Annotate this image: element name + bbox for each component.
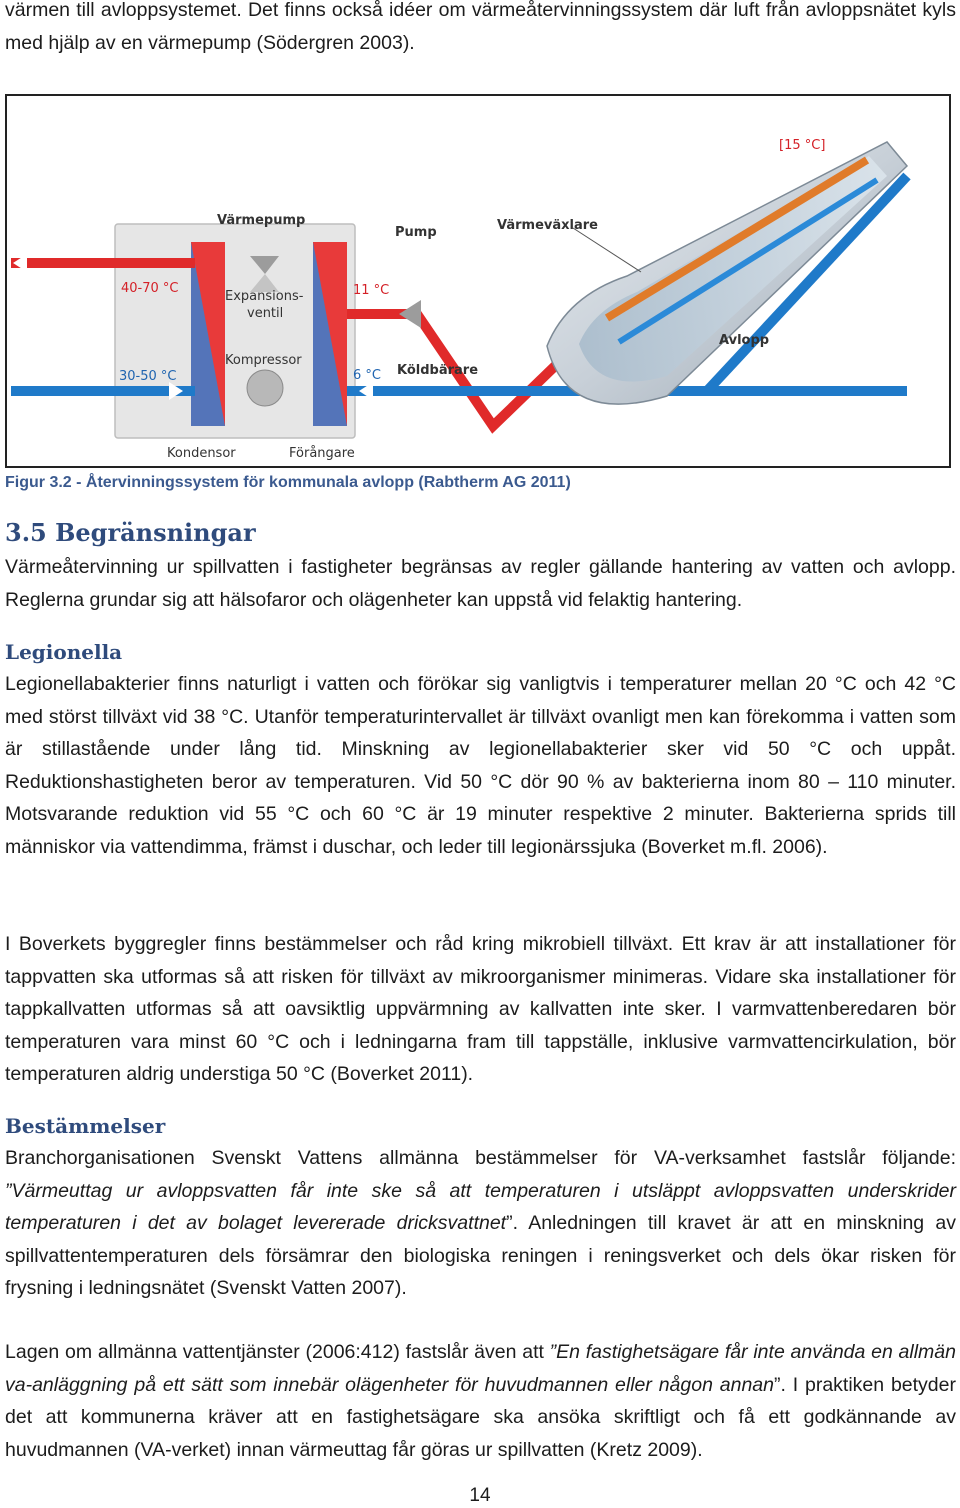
page-number: 14 — [469, 1485, 491, 1506]
pump-icon — [399, 300, 421, 328]
compressor-icon — [247, 370, 283, 406]
expansion-valve-label-2: ventil — [247, 306, 284, 321]
regulations-paragraph-2 — [5, 1336, 956, 1466]
regulations-p2-start: Lagen om allmänna vattentjänster (2006:412) fastslår även att — [5, 1341, 550, 1363]
section-heading: 3.5 Begränsningar — [5, 518, 256, 547]
heat-recovery-diagram — [7, 96, 949, 466]
temp-15-label: [15 °C] — [779, 138, 826, 153]
regulations-p1-quote: ”Värmeuttag ur avloppsvatten får inte ske så att temperaturen i utsläppt avloppsvatten underskrider temperaturen i det av bolaget levererade dricksvattnet — [5, 1179, 956, 1234]
temp-hot-label: 40-70 °C — [121, 281, 179, 296]
temp-6-label: 6 °C — [353, 368, 381, 383]
pump-label: Pump — [395, 225, 437, 240]
expansion-valve-label-1: Expansions- — [225, 289, 304, 304]
sewer-label: Avlopp — [719, 333, 770, 348]
compressor-label: Kompressor — [225, 353, 302, 368]
legionella-heading: Legionella — [5, 640, 123, 664]
section-intro-paragraph: Värmeåtervinning ur spillvatten i fastigheter begränsas av regler gällande hantering av vatten och avlopp. Reglerna grundar sig att hälsofaror och olägenheter kan uppstå vid felaktig hantering. — [5, 556, 956, 611]
regulations-p2-quote: ”En fastighetsägare får inte använda en allmän va-anläggning på ett sätt som innebär olägenheter för huvudmannen eller någon annan — [5, 1341, 956, 1396]
arrow-left-icon — [359, 382, 373, 400]
coolant-label: Köldbärare — [397, 363, 479, 378]
temp-warm-label: 30-50 °C — [119, 369, 177, 384]
figure-caption: Figur 3.2 - Återvinningssystem för kommunala avlopp (Rabtherm AG 2011) — [5, 474, 571, 491]
regulations-heading: Bestämmelser — [5, 1114, 166, 1138]
regulations-p2-end: ”. I praktiken betyder det att kommunerna kräver att en fastighetsägare ska ansöka skriftligt och få ett godkännande av huvudmannen (VA-verket) innan värmeuttag får göras ur spillvatten (Kretz 2009). — [5, 1373, 956, 1461]
regulations-p1-end: ”. Anledningen till kravet är att en minskning av spillvattentemperaturen dels försämrar den biologiska reningen i reningsverket och dels ökar risken för frysning i ledningsnätet (Svenskt Vatten 2007). — [5, 1212, 956, 1299]
heat-exchanger-pointer — [573, 228, 641, 272]
heat-recovery-figure — [5, 94, 951, 468]
building-rules-paragraph: I Boverkets byggregler finns bestämmelser och råd kring mikrobiell tillväxt. Ett krav är att installationer för tappvatten ska utformas så att risken för tillväxt av mikroorganismer minimeras. Vidare ska installationer för tappkallvatten utformas så att oavsiktlig uppvärmning av kallvatten inte sker. I varmvattenberedaren bör temperaturen vara minst 60 °C och i ledningarna fram till tappställe, inklusive varmvattencirkulation, bör temperaturen aldrig understiga 50 °C (Boverket 2011). — [5, 933, 956, 1085]
condenser-label: Kondensor — [167, 446, 236, 461]
temp-11-label: 11 °C — [353, 283, 390, 298]
return-water-pipe — [11, 386, 195, 396]
hot-water-out-pipe — [11, 258, 195, 268]
heat-exchanger-label: Värmeväxlare — [497, 218, 598, 233]
regulations-p1-start: Branchorganisationen Svenskt Vattens allmänna bestämmelser för VA-verksamhet fastslår följande: — [5, 1147, 956, 1169]
arrow-left-icon — [13, 254, 27, 272]
legionella-paragraph: Legionellabakterier finns naturligt i vatten och förökar sig vanligtvis i temperaturer mellan 20 °C och 42 °C med störst tillväxt vid 38 °C. Utanför temperaturintervallet är tillväxt ovanligt men kan förekomma i vatten som är stillastående under lång tid. Minskning av legionellabakterier sker vid 50 °C och uppåt. Reduktionshastigheten beror av temperaturen. Vid 50 °C dör 90 % av bakterierna inom 80 – 110 minuter. Motsvarande reduktion vid 55 °C och 60 °C är 19 minuter respektive 2 minuter. Bakterierna sprids till människor via vattendimma, främst i duschar, och leder till legionärssjuka (Boverket m.fl. 2006). — [5, 673, 956, 858]
regulations-paragraph-1 — [5, 1142, 956, 1305]
heat-pump-label: Värmepump — [217, 213, 306, 228]
intro-paragraph: värmen till avloppsystemet. Det finns också idéer om värmeåtervinningssystem där luft från avloppsnätet kyls med hjälp av en värmepump (Södergren 2003). — [5, 0, 956, 54]
evaporator-label: Förångare — [289, 446, 355, 461]
